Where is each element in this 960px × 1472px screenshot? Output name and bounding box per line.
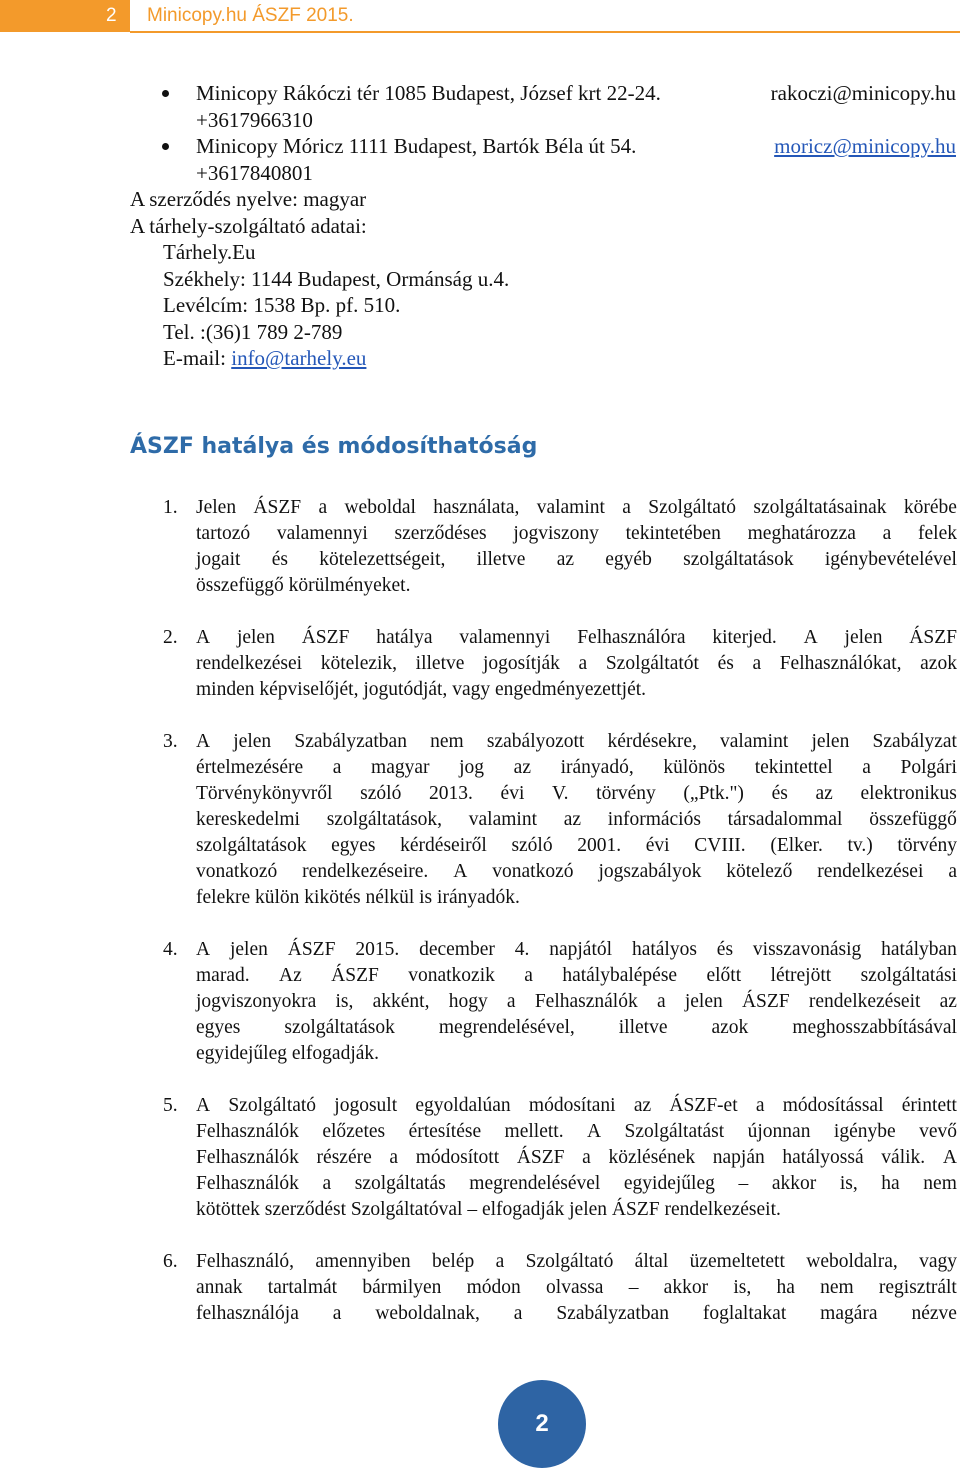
word: Felhasználók — [196, 1147, 299, 1168]
bullet-icon — [162, 90, 169, 97]
word: a — [513, 1303, 523, 1324]
paragraph-line — [196, 729, 957, 755]
word: rendelkezéseire. — [302, 861, 429, 882]
word: Szabályzatban — [556, 1303, 669, 1324]
word: vagy — [452, 679, 491, 700]
word: Szolgáltatást — [624, 1121, 725, 1142]
paragraph-line — [196, 1041, 957, 1067]
word: módosított — [415, 1147, 500, 1168]
word: Polgári — [900, 757, 957, 778]
word: A — [196, 939, 211, 960]
word: jelen — [236, 627, 275, 648]
word: kérdésekre, — [607, 731, 697, 752]
word: (Elker. — [770, 835, 823, 856]
paragraph-line — [196, 625, 957, 651]
word: nem — [923, 1173, 957, 1194]
word: közlésének — [608, 1147, 696, 1168]
word: hatálybalépése — [562, 965, 678, 986]
host-seat: Székhely: 1144 Budapest, Ormánság u.4. — [163, 266, 510, 291]
word: értesítése — [408, 1121, 482, 1142]
word: hatálya — [376, 627, 433, 648]
word: ÁSZF-et — [669, 1095, 738, 1116]
word: tv.) — [847, 835, 873, 856]
word: részére — [316, 1147, 372, 1168]
word: A — [196, 627, 211, 648]
page-header — [0, 0, 960, 34]
word: engedményezettjét. — [494, 679, 647, 700]
word: Szolgáltató — [525, 1251, 614, 1272]
section-title: ÁSZF hatálya és módosíthatóság — [130, 434, 538, 459]
word: hatályos — [631, 939, 697, 960]
word: körülményeket. — [288, 575, 411, 596]
word: üzemeltetett — [689, 1251, 785, 1272]
word: irányadó, — [560, 757, 634, 778]
word: irányadók. — [437, 887, 520, 908]
word: megrendelésével, — [438, 1017, 575, 1038]
word: jogait — [196, 549, 241, 570]
word: szolgáltatások, — [326, 809, 443, 830]
word: válik. — [881, 1147, 926, 1168]
word: körébe — [903, 497, 957, 518]
word: jogszabályok — [598, 861, 702, 882]
host-tel: Tel. :(36)1 789 2-789 — [163, 319, 343, 344]
word: hatályossá — [782, 1147, 864, 1168]
word: kiterjed. — [712, 627, 777, 648]
word: akkor — [663, 1277, 709, 1298]
list-item — [130, 625, 957, 703]
word: ÁSZF — [516, 1147, 565, 1168]
word: évi — [500, 783, 525, 804]
word: belép — [432, 1251, 475, 1272]
word: a — [495, 1251, 505, 1272]
word: törvény — [897, 835, 957, 856]
word: mellett. — [504, 1121, 564, 1142]
word: módosítással — [782, 1095, 884, 1116]
word: a — [948, 861, 957, 882]
bullet-item-moricz — [130, 133, 960, 160]
branch-email: rakoczi@minicopy.hu — [770, 81, 956, 105]
word: Felhasználók — [196, 1121, 299, 1142]
word: napján — [712, 1147, 765, 1168]
word: meghatározza — [747, 523, 856, 544]
word: jog — [459, 757, 485, 778]
word: az — [939, 991, 957, 1012]
word: és — [271, 549, 288, 570]
item-number: 4. — [163, 939, 178, 960]
paragraph-line — [196, 963, 957, 989]
item-number: 1. — [163, 497, 178, 518]
word: a — [882, 523, 892, 544]
word: illetve — [476, 549, 526, 570]
word: nem — [430, 731, 464, 752]
paragraph-line — [196, 1119, 957, 1145]
bullet-icon — [162, 143, 169, 150]
word: kötöttek — [196, 1199, 260, 1220]
word: A — [803, 627, 818, 648]
branch-phone: +3617966310 — [196, 107, 313, 132]
word: illetve — [415, 653, 465, 674]
word: és — [771, 783, 788, 804]
word: felhasználója — [196, 1303, 299, 1324]
word: és — [717, 653, 734, 674]
list-item — [130, 495, 957, 599]
word: módosítani — [528, 1095, 616, 1116]
word: az — [815, 783, 833, 804]
branch-phone: +3617840801 — [196, 160, 313, 185]
word: vonatkozó — [196, 861, 278, 882]
word: egyoldalúan — [415, 1095, 511, 1116]
word: Felhasználókat, — [779, 653, 902, 674]
word: weboldalnak, — [375, 1303, 480, 1324]
word: az — [556, 549, 574, 570]
word: 4. — [514, 939, 530, 960]
word: ÁSZF — [331, 965, 379, 986]
contact-block — [130, 80, 960, 372]
host-heading: A tárhely-szolgáltató adatai: — [130, 213, 367, 238]
paragraph-line — [196, 833, 957, 859]
word: jelen — [811, 731, 850, 752]
word: ÁSZF — [741, 991, 790, 1012]
word: ÁSZF — [301, 627, 350, 648]
word: hogy — [448, 991, 488, 1012]
item-number: 2. — [163, 627, 178, 648]
word: egyes — [196, 1017, 241, 1038]
word: ÁSZF — [253, 497, 302, 518]
word: jelen — [844, 627, 883, 648]
header-rule — [130, 31, 960, 33]
word: törvény — [596, 783, 656, 804]
paragraph-line — [196, 1275, 957, 1301]
word: elfogadják. — [291, 1043, 380, 1064]
branch-email-link[interactable]: moricz@minicopy.hu — [774, 134, 956, 158]
word: weboldalra, — [806, 1251, 898, 1272]
word: szerződést — [264, 1199, 347, 1220]
word: tartalmát — [267, 1277, 338, 1298]
word: igénybevételével — [824, 549, 957, 570]
word: a — [862, 757, 871, 778]
word: regisztrált — [878, 1277, 957, 1298]
paragraph-line — [196, 937, 957, 963]
word: valamennyi — [276, 523, 368, 544]
word: V. — [552, 783, 569, 804]
paragraph-line — [196, 885, 957, 911]
word: képviselőjét, — [259, 679, 359, 700]
header-page-number: 2 — [0, 0, 130, 32]
word: rendelkezései — [196, 653, 303, 674]
word: – — [628, 1277, 639, 1298]
paragraph-line — [196, 859, 957, 885]
word: ÁSZF — [909, 627, 957, 648]
word: rendelkezéseit. — [664, 1199, 781, 1220]
host-name: Tárhely.Eu — [163, 240, 256, 264]
word: az — [633, 1095, 652, 1116]
word: kötelező — [726, 861, 793, 882]
word: visszavonásig — [752, 939, 862, 960]
paragraph-line — [196, 651, 957, 677]
header-title: Minicopy.hu ÁSZF 2015. — [147, 5, 354, 26]
paragraph-line — [196, 781, 957, 807]
list-item — [130, 729, 957, 911]
word: Felhasználóra — [577, 627, 686, 648]
word: kereskedelmi — [196, 809, 300, 830]
word: szolgáltatások — [196, 835, 307, 856]
word: kérdéseiről — [400, 835, 487, 856]
word: is, — [839, 1173, 858, 1194]
word: igénybe — [833, 1121, 896, 1142]
word: jogviszony — [513, 523, 599, 544]
word: használata, — [433, 497, 520, 518]
word: vevő — [919, 1121, 957, 1142]
word: szolgáltatások — [284, 1017, 395, 1038]
word: is — [419, 887, 433, 908]
paragraph-line — [196, 1301, 957, 1327]
word: összefüggő — [869, 809, 957, 830]
word: Az — [279, 965, 302, 986]
word: – — [738, 1173, 749, 1194]
word: jelen — [684, 991, 723, 1012]
word: 2015. — [355, 939, 400, 960]
word: rendelkezései — [817, 861, 924, 882]
word: hatályban — [881, 939, 957, 960]
list-item — [130, 937, 957, 1067]
word: jelen — [569, 1199, 608, 1220]
word: A — [196, 731, 211, 752]
word: jogosult — [334, 1095, 398, 1116]
word: Szabályzatban — [294, 731, 407, 752]
word: egyidejűleg — [623, 1173, 715, 1194]
word: illetve — [618, 1017, 668, 1038]
word: Jelen — [196, 497, 237, 518]
paragraph-line — [196, 1171, 957, 1197]
word: a — [524, 965, 533, 986]
word: az — [513, 757, 531, 778]
word: jelen — [229, 939, 268, 960]
word: információs — [607, 809, 701, 830]
word: Felhasználó, — [196, 1251, 295, 1272]
word: Szolgáltató — [648, 497, 737, 518]
word: szolgáltatásainak — [753, 497, 887, 518]
word: érintett — [901, 1095, 957, 1116]
word: vonatkozik — [408, 965, 495, 986]
word: A — [942, 1147, 957, 1168]
word: is, — [335, 991, 354, 1012]
paragraph-line — [196, 495, 957, 521]
word: elfogadják — [481, 1199, 565, 1220]
word: a — [578, 653, 588, 674]
word: bármilyen — [362, 1277, 442, 1298]
word: valamint — [468, 809, 538, 830]
word: december — [419, 939, 495, 960]
word: ha — [776, 1277, 795, 1298]
word: szabályozott — [486, 731, 585, 752]
paragraph-line — [196, 1145, 957, 1171]
numbered-list — [130, 495, 957, 1353]
word: foglaltakat — [702, 1303, 787, 1324]
host-email — [130, 345, 960, 372]
word: nem — [820, 1277, 854, 1298]
list-item — [130, 1249, 957, 1327]
word: rendelkezéseit — [808, 991, 921, 1012]
word: a — [755, 1095, 765, 1116]
word: valamint — [720, 731, 789, 752]
word: létrejött — [770, 965, 832, 986]
word: az — [563, 809, 582, 830]
word: a — [389, 1147, 399, 1168]
word: Szolgáltatót — [605, 653, 699, 674]
word: kötelezettségeit, — [319, 549, 446, 570]
list-item — [130, 1093, 957, 1223]
word: előtt — [706, 965, 742, 986]
word: szóló — [360, 783, 402, 804]
paragraph-line — [196, 1015, 957, 1041]
word: A — [196, 1095, 211, 1116]
word: elektronikus — [860, 783, 957, 804]
word: a — [656, 991, 666, 1012]
word: összefüggő — [196, 575, 284, 596]
word: ÁSZF — [611, 1199, 660, 1220]
word: külön — [255, 887, 300, 908]
word: annak — [196, 1277, 243, 1298]
paragraph-line — [196, 1249, 957, 1275]
word: és — [716, 939, 734, 960]
footer-page-number: 2 — [498, 1380, 586, 1468]
word: jogutódját, — [363, 679, 448, 700]
branch-name: Minicopy Móricz 1111 Budapest, Bartók Béla út 54. — [196, 134, 637, 158]
word: marad. — [196, 965, 250, 986]
word: („Ptk.") — [683, 783, 744, 804]
word: a — [318, 497, 328, 518]
word: Szolgáltatóval — [350, 1199, 463, 1220]
contract-language: A szerződés nyelve: magyar — [130, 187, 367, 211]
word: egyéb — [605, 549, 652, 570]
paragraph-line — [196, 573, 957, 599]
word: nélkül — [365, 887, 415, 908]
word: jogosítják — [483, 653, 560, 674]
word: amennyiben — [315, 1251, 411, 1272]
word: A — [587, 1121, 602, 1142]
bullet-item-rakoczi — [130, 80, 960, 107]
word: szóló — [511, 835, 553, 856]
word: nézve — [911, 1303, 957, 1324]
word: felek — [918, 523, 957, 544]
word: tekintetében — [625, 523, 721, 544]
word: valamint — [536, 497, 605, 518]
word: Szabályzat — [872, 731, 957, 752]
word: meghosszabbításával — [792, 1017, 957, 1038]
paragraph-line — [196, 547, 957, 573]
word: A — [453, 861, 468, 882]
word: a — [322, 1173, 332, 1194]
word: Felhasználók — [534, 991, 638, 1012]
word: 2013. — [429, 783, 473, 804]
word: minden — [196, 679, 255, 700]
word: Felhasználók — [196, 1173, 299, 1194]
word: felekre — [196, 887, 251, 908]
paragraph-line — [196, 807, 957, 833]
paragraph-line — [196, 1197, 957, 1223]
word: által — [634, 1251, 669, 1272]
paragraph-line — [196, 755, 957, 781]
word: Törvénykönyvről — [196, 783, 333, 804]
word: a — [752, 653, 762, 674]
paragraph-line — [196, 1093, 957, 1119]
word: is, — [733, 1277, 752, 1298]
word: egyidejűleg — [196, 1043, 287, 1064]
host-mail: Levélcím: 1538 Bp. pf. 510. — [163, 293, 401, 317]
word: jogviszonyokra — [196, 991, 317, 1012]
word: egyes — [331, 835, 376, 856]
host-email-label: E-mail: — [163, 346, 232, 370]
paragraph-line — [196, 989, 957, 1015]
word: szolgáltatás — [354, 1173, 446, 1194]
word: vonatkozó — [492, 861, 574, 882]
word: ÁSZF — [287, 939, 336, 960]
word: előzetes — [322, 1121, 386, 1142]
item-number: 6. — [163, 1251, 178, 1272]
word: módon — [466, 1277, 521, 1298]
word: a — [582, 1147, 591, 1168]
word: a — [332, 1303, 342, 1324]
word: magyar — [371, 757, 430, 778]
word: szolgáltatási — [860, 965, 957, 986]
word: azok — [920, 653, 957, 674]
word: 2001. — [577, 835, 622, 856]
word: ha — [881, 1173, 900, 1194]
host-email-link[interactable]: info@tarhely.eu — [231, 346, 367, 370]
word: akként, — [372, 991, 430, 1012]
word: kötelezik, — [320, 653, 398, 674]
branch-name: Minicopy Rákóczi tér 1085 Budapest, József krt 22-24. — [196, 81, 661, 105]
word: értelmezésére — [196, 757, 304, 778]
word: weboldal — [344, 497, 416, 518]
paragraph-line — [196, 521, 957, 547]
item-number: 5. — [163, 1095, 178, 1116]
word: magára — [820, 1303, 878, 1324]
item-number: 3. — [163, 731, 178, 752]
word: – — [467, 1199, 478, 1220]
paragraph-line — [196, 677, 957, 703]
word: tekintettel — [754, 757, 833, 778]
word: a — [332, 757, 342, 778]
word: akkor — [771, 1173, 817, 1194]
word: újonnan — [747, 1121, 811, 1142]
word: szerződéses — [394, 523, 487, 544]
word: kikötés — [304, 887, 361, 908]
word: évi — [645, 835, 670, 856]
word: azok — [711, 1017, 749, 1038]
word: társadalommal — [727, 809, 843, 830]
word: valamennyi — [459, 627, 551, 648]
word: CVIII. — [694, 835, 746, 856]
word: különös — [663, 757, 726, 778]
word: jelen — [233, 731, 272, 752]
word: szolgáltatások — [683, 549, 794, 570]
word: vagy — [919, 1251, 957, 1272]
word: napjától — [549, 939, 613, 960]
word: Szolgáltató — [228, 1095, 317, 1116]
word: olvassa — [546, 1277, 604, 1298]
word: megrendelésével — [469, 1173, 601, 1194]
word: a — [622, 497, 631, 518]
word: tartozó — [196, 523, 251, 544]
word: a — [506, 991, 516, 1012]
